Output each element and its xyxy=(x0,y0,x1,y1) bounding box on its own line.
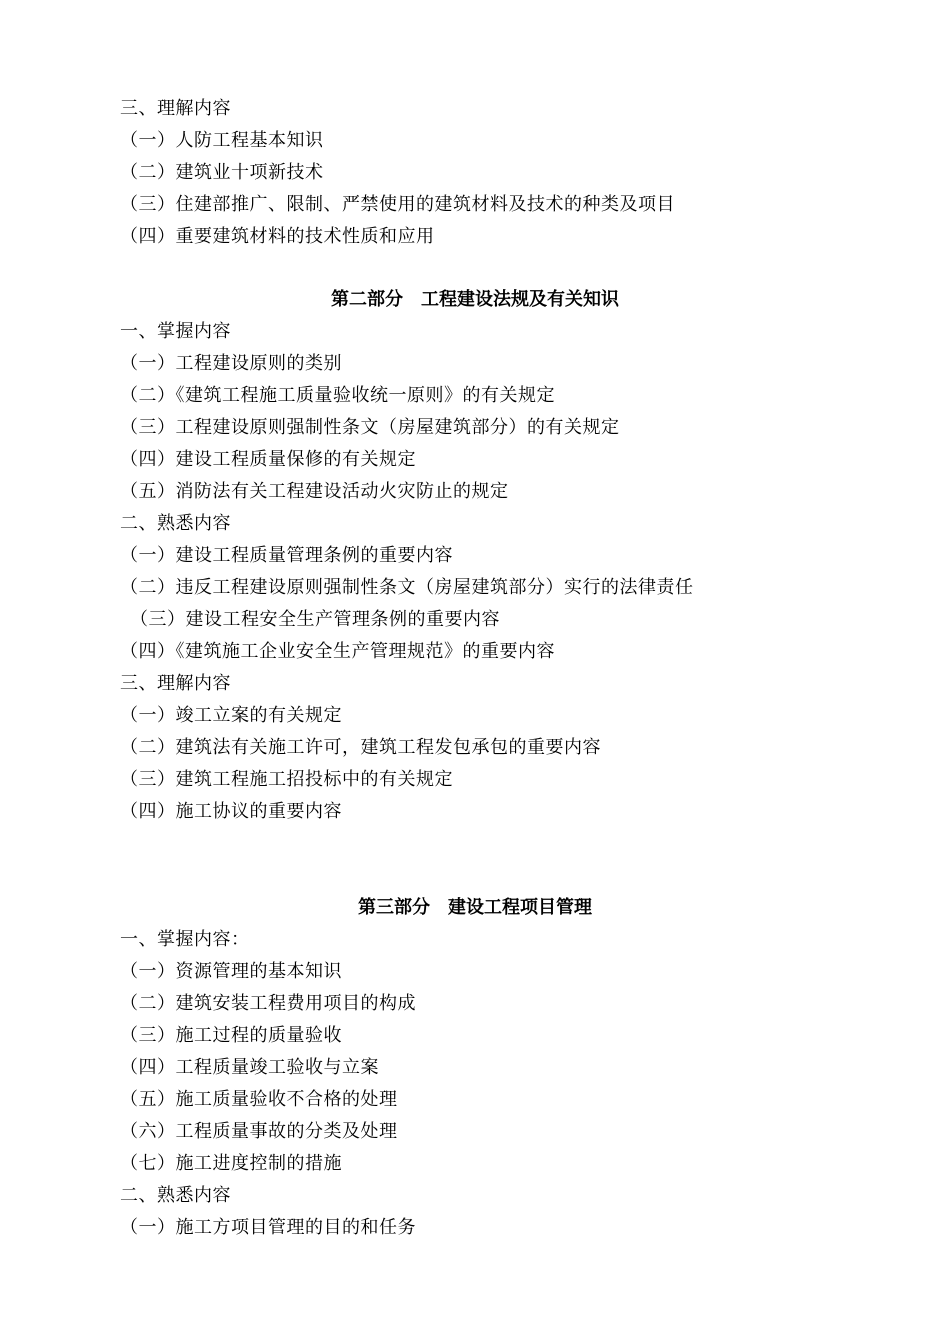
list-item: （七）施工进度控制的措施 xyxy=(120,1153,342,1174)
list-item: （二）《建筑工程施工质量验收统一原则》的有关规定 xyxy=(120,385,555,406)
list-item: （四）工程质量竣工验收与立案 xyxy=(120,1057,379,1078)
list-item: （四）重要建筑材料的技术性质和应用 xyxy=(120,226,435,247)
list-item: （二）建筑安装工程费用项目的构成 xyxy=(120,993,416,1014)
part-title: 第二部分 工程建设法规及有关知识 xyxy=(331,289,619,310)
list-item: （四）施工协议的重要内容 xyxy=(120,801,342,822)
list-item: （一）施工方项目管理的目的和任务 xyxy=(120,1217,416,1238)
section-heading: 一、掌握内容： xyxy=(120,929,250,950)
list-item: （一）竣工立案的有关规定 xyxy=(120,705,342,726)
list-item: （一）资源管理的基本知识 xyxy=(120,961,342,982)
section-heading: 二、熟悉内容 xyxy=(120,1185,231,1206)
list-item: （三）建设工程安全生产管理条例的重要内容 xyxy=(130,609,500,630)
section-heading: 一、掌握内容 xyxy=(120,321,231,342)
list-item: （四）建设工程质量保修的有关规定 xyxy=(120,449,416,470)
part-title: 第三部分 建设工程项目管理 xyxy=(358,897,592,918)
list-item: （四）《建筑施工企业安全生产管理规范》的重要内容 xyxy=(120,641,555,662)
list-item: （五）消防法有关工程建设活动火灾防止的规定 xyxy=(120,481,509,502)
list-item: （三）住建部推广、限制、严禁使用的建筑材料及技术的种类及项目 xyxy=(120,194,675,215)
section-heading: 三、理解内容 xyxy=(120,98,231,119)
section-heading: 二、熟悉内容 xyxy=(120,513,231,534)
list-item: （三）建筑工程施工招投标中的有关规定 xyxy=(120,769,453,790)
list-item: （二）建筑业十项新技术 xyxy=(120,162,324,183)
list-item: （一）人防工程基本知识 xyxy=(120,130,324,151)
section-heading: 三、理解内容 xyxy=(120,673,231,694)
list-item: （一）工程建设原则的类别 xyxy=(120,353,342,374)
list-item: （六）工程质量事故的分类及处理 xyxy=(120,1121,398,1142)
list-item: （三）施工过程的质量验收 xyxy=(120,1025,342,1046)
list-item: （五）施工质量验收不合格的处理 xyxy=(120,1089,398,1110)
list-item: （三）工程建设原则强制性条文（房屋建筑部分）的有关规定 xyxy=(120,417,620,438)
list-item: （一）建设工程质量管理条例的重要内容 xyxy=(120,545,453,566)
list-item: （二）建筑法有关施工许可，建筑工程发包承包的重要内容 xyxy=(120,737,601,758)
list-item: （二）违反工程建设原则强制性条文（房屋建筑部分）实行的法律责任 xyxy=(120,577,694,598)
